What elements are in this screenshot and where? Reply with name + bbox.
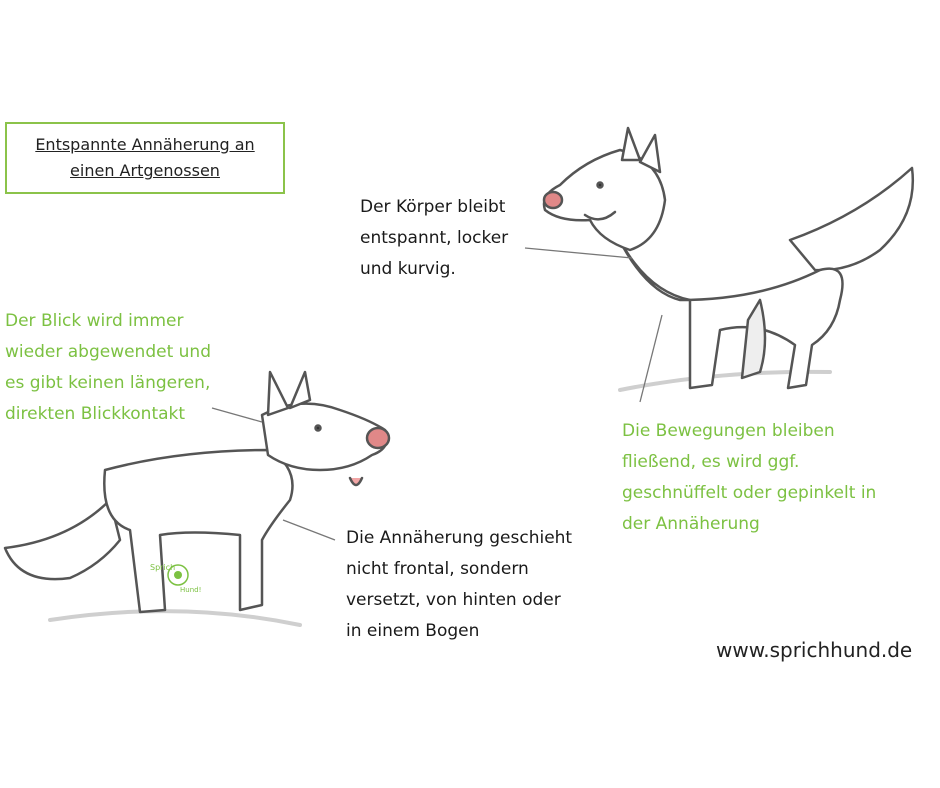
note-movement: [622, 416, 876, 540]
title-line-2: einen Artgenossen: [70, 161, 220, 180]
note-line: und kurvig.: [360, 259, 456, 279]
note-line: es gibt keinen längeren,: [5, 373, 211, 393]
note-line: nicht frontal, sondern: [346, 559, 529, 579]
note-line: in einem Bogen: [346, 621, 480, 641]
note-line: versetzt, von hinten oder: [346, 590, 561, 610]
note-line: wieder abgewendet und: [5, 342, 211, 362]
note-body-relaxed: [360, 192, 508, 285]
note-line: direkten Blickkontakt: [5, 404, 186, 424]
note-line: Der Körper bleibt: [360, 197, 506, 217]
dog-right-illustration: [544, 128, 913, 390]
note-line: entspannt, locker: [360, 228, 509, 248]
note-approach: [346, 523, 572, 647]
note-line: Die Bewegungen bleiben: [622, 421, 835, 441]
title-box: [5, 122, 285, 194]
note-line: der Annäherung: [622, 514, 760, 534]
note-line: fließend, es wird ggf.: [622, 452, 800, 472]
note-line: Der Blick wird immer: [5, 311, 184, 331]
note-gaze: [5, 306, 211, 430]
watermark-top: Sprich: [150, 563, 176, 572]
note-line: Die Annäherung geschieht: [346, 528, 573, 548]
note-line: geschnüffelt oder gepinkelt in: [622, 483, 877, 503]
watermark-bottom: Hund!: [180, 586, 202, 594]
title-line-1: Entspannte Annäherung an: [35, 135, 255, 154]
website-url: www.sprichhund.de: [716, 638, 913, 662]
